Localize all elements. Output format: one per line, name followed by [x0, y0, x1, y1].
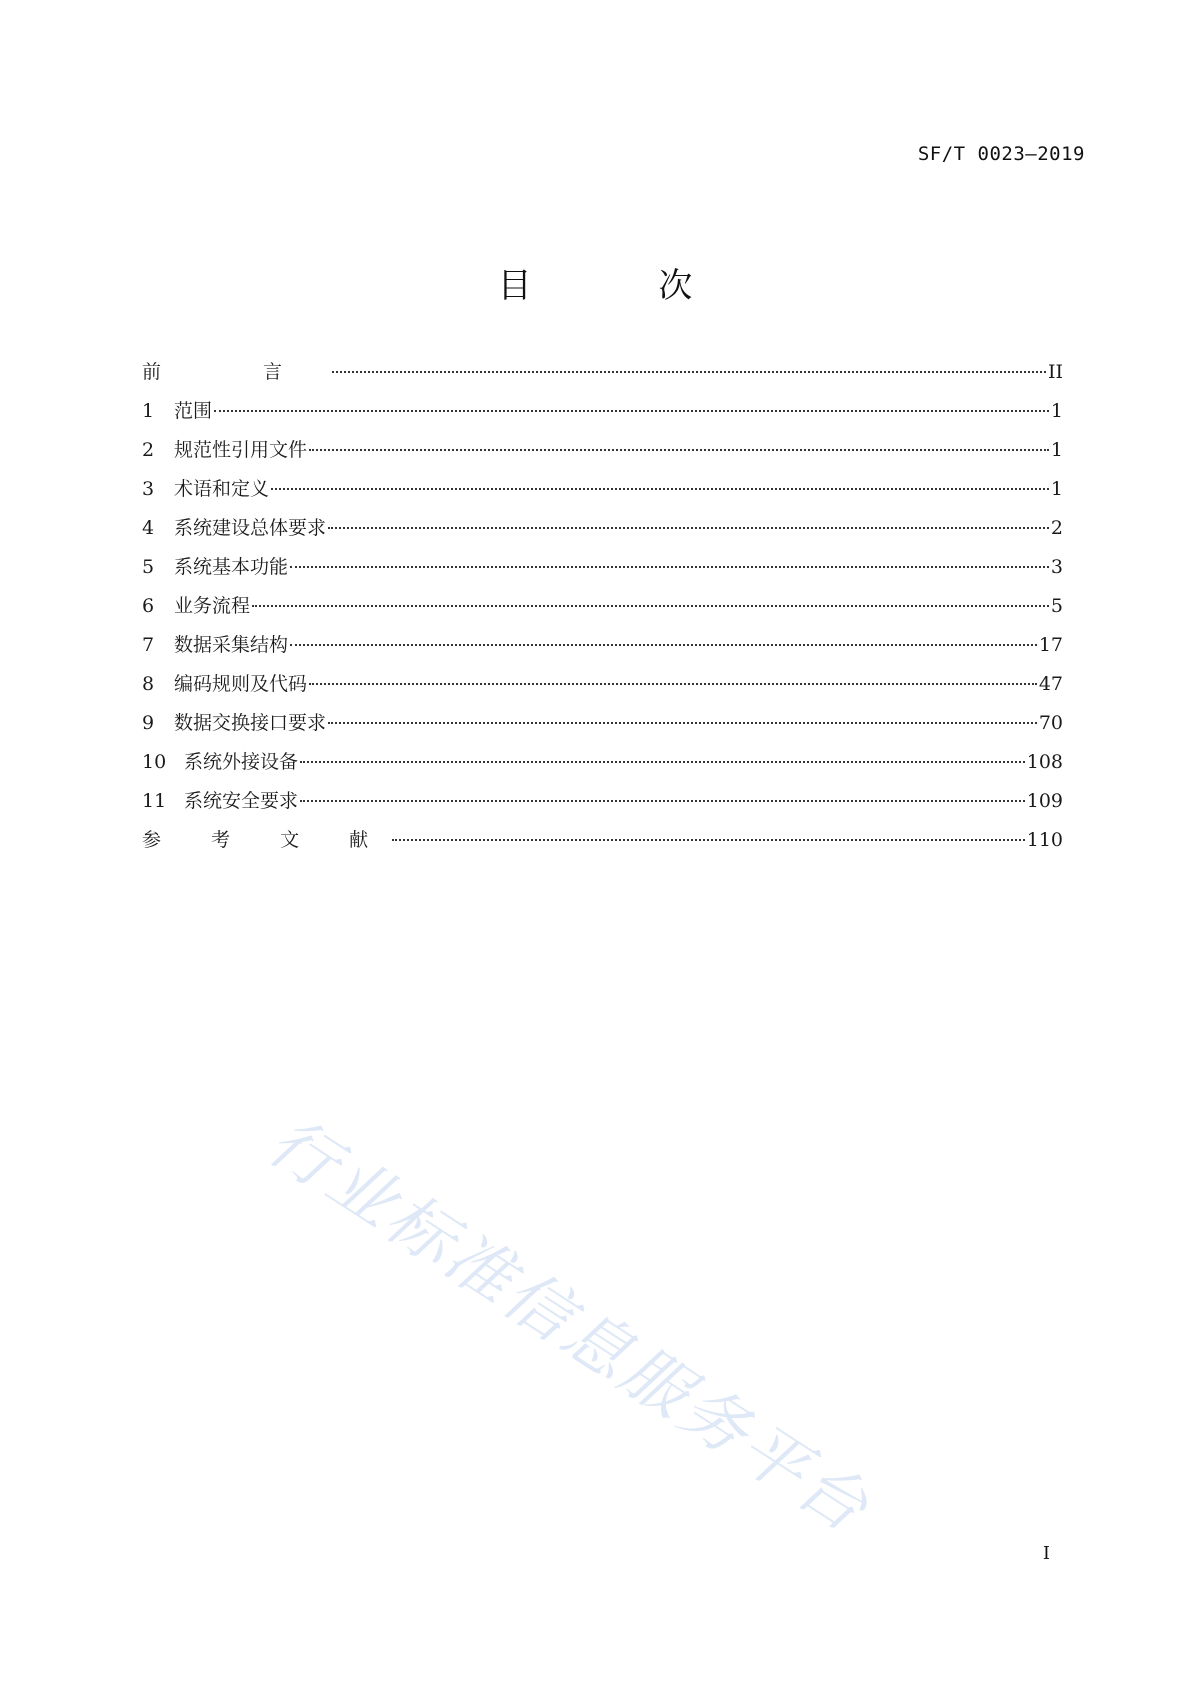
toc-entry-label: 数据采集结构 — [174, 634, 289, 656]
toc-entry-number: 8 — [142, 673, 155, 695]
toc-entry-9[interactable] — [142, 708, 1063, 747]
toc-leader — [300, 761, 1025, 763]
toc-leader — [214, 410, 1049, 412]
page-number: I — [1042, 1543, 1050, 1564]
toc-leader — [290, 566, 1049, 568]
watermark: 行业标准信息服务平台 — [254, 1102, 884, 1549]
toc-entry-page: 110 — [1026, 829, 1063, 851]
toc-entry-label: 系统建设总体要求 — [174, 517, 327, 539]
toc-entry-label: 数据交换接口要求 — [174, 712, 327, 734]
toc-entry-page: 1 — [1050, 400, 1063, 422]
toc-entry-label: 系统基本功能 — [174, 556, 289, 578]
toc-entry-number: 2 — [142, 439, 155, 461]
toc-entry-label: 规范性引用文件 — [174, 439, 308, 461]
toc-entry-number: 3 — [142, 478, 155, 500]
toc-entry-6[interactable] — [142, 591, 1063, 630]
toc-entry-label: 范围 — [174, 400, 213, 422]
toc-entry-10[interactable] — [142, 747, 1063, 786]
toc-entry-page: II — [1047, 361, 1063, 383]
toc-entry-7[interactable] — [142, 630, 1063, 669]
toc-entry-page: 1 — [1050, 439, 1063, 461]
toc-entry-number: 6 — [142, 595, 155, 617]
toc-entry-5[interactable] — [142, 552, 1063, 591]
toc-leader — [392, 839, 1025, 841]
toc-leader — [328, 722, 1037, 724]
toc-entry-1[interactable] — [142, 396, 1063, 435]
toc-entry-11[interactable] — [142, 786, 1063, 825]
toc-entry-page: 108 — [1026, 751, 1063, 773]
toc-leader — [332, 371, 1046, 373]
toc-entry-label: 系统安全要求 — [184, 790, 299, 812]
toc-entry-page: 1 — [1050, 478, 1063, 500]
toc-entry-label: 术语和定义 — [174, 478, 270, 500]
toc-entry-number: 11 — [142, 790, 167, 812]
toc-entry-page: 109 — [1026, 790, 1063, 812]
toc-entry-number: 5 — [142, 556, 155, 578]
table-of-contents — [142, 357, 1063, 864]
toc-entry-label: 系统外接设备 — [184, 751, 299, 773]
toc-entry-preface[interactable] — [142, 357, 1063, 396]
toc-entry-label: 参 考 文 献 — [142, 829, 391, 851]
toc-leader — [252, 605, 1049, 607]
toc-entry-8[interactable] — [142, 669, 1063, 708]
toc-entry-4[interactable] — [142, 513, 1063, 552]
toc-leader — [300, 800, 1025, 802]
toc-leader — [290, 644, 1037, 646]
toc-leader — [271, 488, 1049, 490]
toc-entry-page: 3 — [1050, 556, 1063, 578]
toc-entry-label: 编码规则及代码 — [174, 673, 308, 695]
page-title: 目 次 — [497, 266, 751, 306]
toc-leader — [328, 527, 1049, 529]
toc-entry-2[interactable] — [142, 435, 1063, 474]
toc-entry-page: 2 — [1050, 517, 1063, 539]
toc-leader — [309, 683, 1037, 685]
toc-entry-label: 前 言 — [142, 361, 331, 383]
toc-entry-number: 9 — [142, 712, 155, 734]
standard-code: SF/T 0023—2019 — [917, 143, 1085, 165]
toc-entry-page: 17 — [1038, 634, 1063, 656]
toc-entry-page: 70 — [1038, 712, 1063, 734]
toc-entry-page: 47 — [1038, 673, 1063, 695]
toc-entry-number: 7 — [142, 634, 155, 656]
toc-entry-3[interactable] — [142, 474, 1063, 513]
toc-entry-references[interactable] — [142, 825, 1063, 864]
toc-entry-number: 4 — [142, 517, 155, 539]
toc-entry-number: 1 — [142, 400, 155, 422]
toc-leader — [309, 449, 1049, 451]
toc-entry-number: 10 — [142, 751, 167, 773]
toc-entry-page: 5 — [1050, 595, 1063, 617]
toc-entry-label: 业务流程 — [174, 595, 251, 617]
